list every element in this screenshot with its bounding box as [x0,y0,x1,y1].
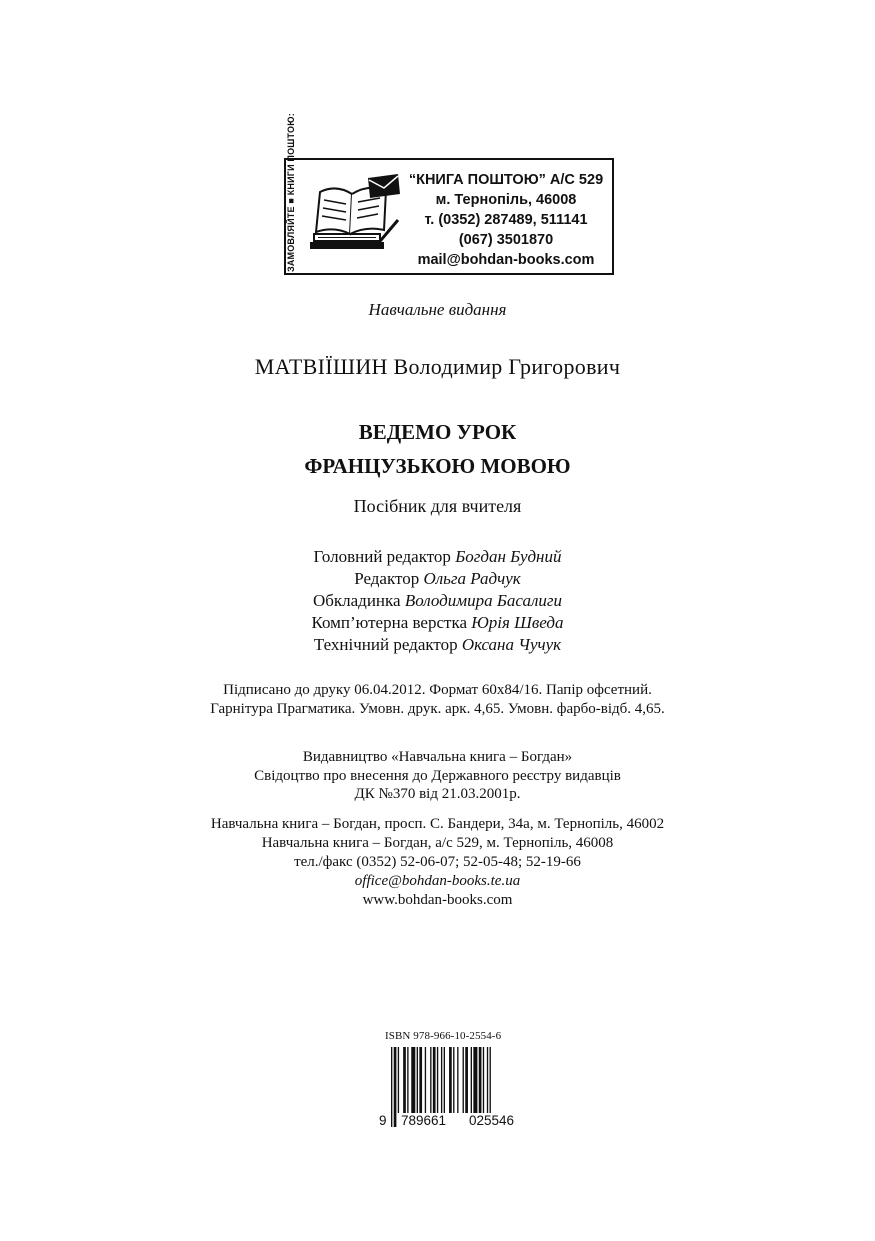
isbn-digits-left: 789661 [401,1113,447,1128]
credit-name: Оксана Чучук [461,635,562,654]
barcode-bar [479,1047,482,1113]
barcode-bar [391,1047,392,1127]
barcode-bar [465,1047,468,1113]
publisher-line: Свідоцтво про внесення до Державного реєстру видавців [254,767,621,784]
credit-name: Юрія Шведа [471,613,564,632]
book-title-line2: ФРАНЦУЗЬКОЮ МОВОЮ [304,454,571,478]
credit-line [0,546,875,568]
barcode-bar [411,1047,415,1113]
isbn-barcode [381,1030,541,1130]
isbn-digits-right: 025546 [469,1113,515,1128]
barcode-bar [433,1047,436,1113]
credits-list [0,546,875,656]
credit-role: Технічний редактор [313,635,458,654]
stamp-line: “КНИГА ПОШТОЮ” А/С 529 [408,172,604,188]
publisher-line: Видавництво «Навчальна книга – Богдан» [302,749,573,765]
barcode-bar [437,1047,438,1113]
barcode-bar [453,1047,454,1113]
credit-name: Володимира Басалиги [404,591,563,610]
stamp-line: (067) 3501870 [458,232,554,248]
phone-line: тел./факс (0352) 52-06-07; 52-05-48; 52-19-66 [294,854,581,870]
stamp-vertical-label: ЗАМОВЛЯЙТЕ ■ КНИГИ ПОШТОЮ: [286,113,296,272]
barcode-bar [483,1047,484,1113]
credit-line [0,590,875,612]
book-title-line1: ВЕДЕМО УРОК [358,420,517,444]
barcode-bar [398,1047,399,1113]
address-line: Навчальна книга – Богдан, просп. С. Бандери, 34а, м. Тернопіль, 46002 [210,816,665,832]
barcode-bar [430,1047,431,1113]
mail-order-stamp [284,113,614,275]
stamp-contact-lines [401,170,611,270]
credit-name: Богдан Будний [455,547,562,566]
credit-role: Комп’ютерна верстка [311,613,467,632]
isbn-label: ISBN 978-966-10-2554-6 [385,1030,502,1042]
credit-role: Обкладинка [312,591,401,610]
isbn-digit-first: 9 [379,1113,387,1128]
stamp-line: mail@bohdan-books.com [417,252,595,268]
book-subtitle: Посібник для вчителя [353,496,522,516]
barcode-bar [463,1047,464,1113]
barcode-bar [457,1047,458,1113]
publisher-addresses [0,815,875,910]
website-link[interactable]: www.bohdan-books.com [362,892,513,908]
barcode-bar [487,1047,488,1113]
credit-role: Редактор [354,569,420,588]
credit-role: Головний редактор [313,547,451,566]
credit-line [0,612,875,634]
barcode-bar [403,1047,406,1113]
publisher-line: ДК №370 від 21.03.2001р. [354,786,521,802]
barcode-bar [425,1047,426,1113]
stamp-line: т. (0352) 287489, 511141 [424,212,588,228]
edition-type: Навчальне видання [368,300,507,319]
imprint-line: Підписано до друку 06.04.2012. Формат 60х84/16. Папір офсетний. [223,682,652,698]
credit-name: Ольга Радчук [423,569,521,588]
email-link[interactable]: office@bohdan-books.te.ua [354,873,521,889]
address-line: Навчальна книга – Богдан, а/с 529, м. Тернопіль, 46008 [261,835,614,851]
barcode-bar [407,1047,408,1113]
credit-line [0,634,875,656]
barcode-bar [473,1047,477,1113]
credit-line [0,568,875,590]
stamp-line: м. Тернопіль, 46008 [435,192,577,208]
barcode-bar [449,1047,452,1113]
barcode-bar [417,1047,418,1113]
barcode-bar [419,1047,422,1113]
imprint-line: Гарнітура Прагматика. Умовн. друк. арк. 4,65. Умовн. фарбо-відб. 4,65. [210,701,665,717]
author-name: МАТВІЇШИН Володимир Григорович [254,354,621,379]
books-icon [306,174,402,258]
barcode-bar [471,1047,472,1113]
barcode-bar [394,1047,397,1127]
publisher-info [0,748,875,804]
imprint-details [0,681,875,719]
